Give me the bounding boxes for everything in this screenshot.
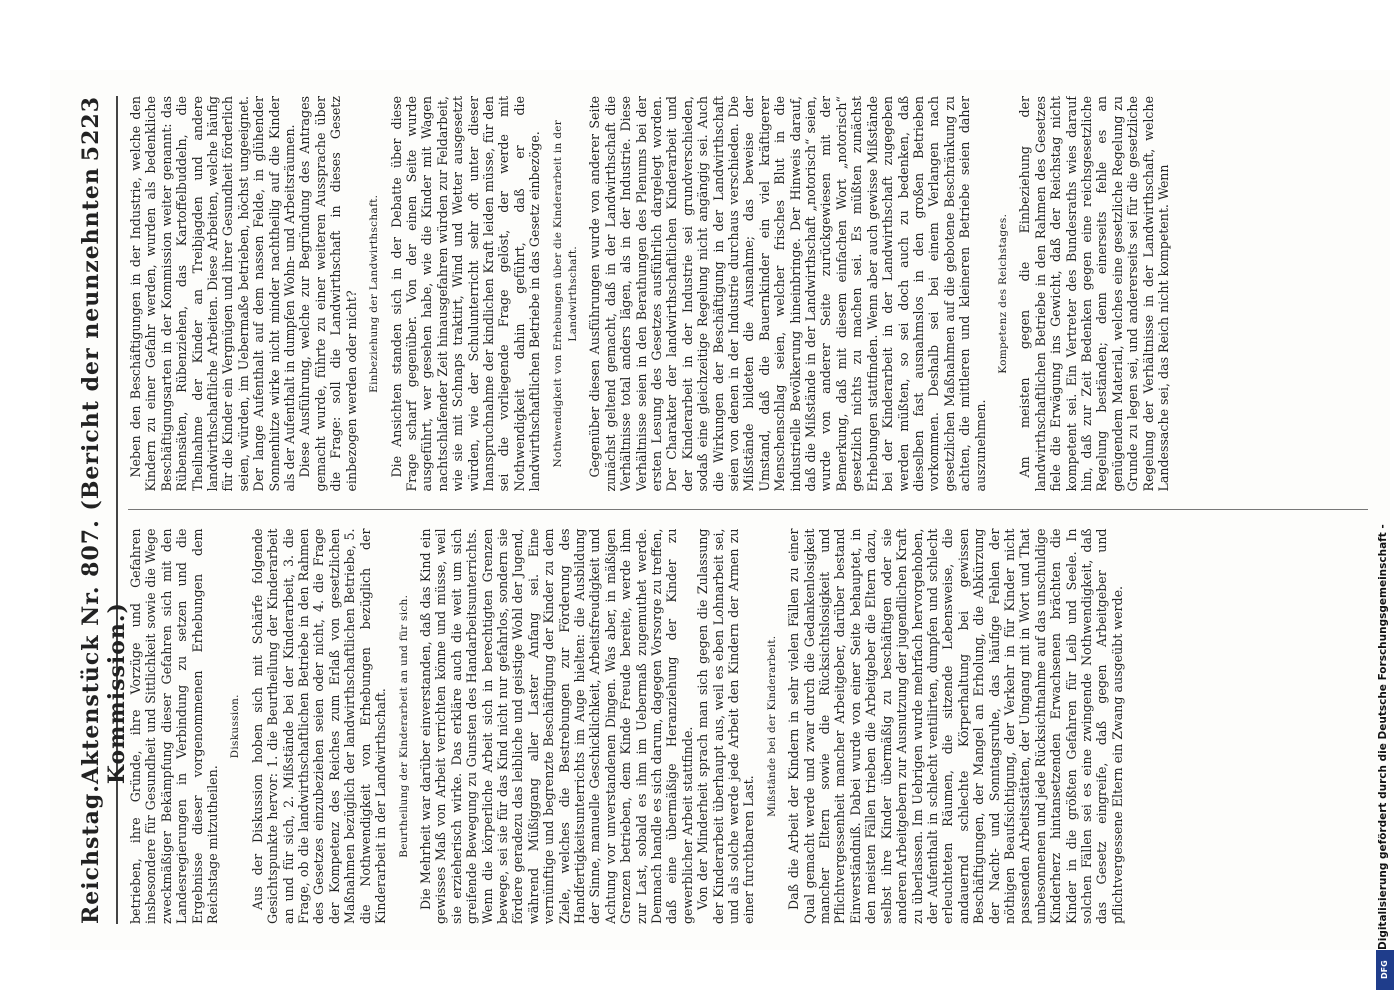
text-columns bbox=[128, 96, 1368, 924]
column-divider bbox=[128, 510, 1368, 511]
page-header bbox=[78, 96, 130, 924]
column-right bbox=[128, 96, 1368, 492]
section-heading: Einbeziehung der Landwirthschaft. bbox=[368, 194, 381, 393]
dfg-logo: DFG bbox=[1376, 950, 1394, 990]
section-heading: Kompetenz des Reichstages. bbox=[996, 213, 1009, 374]
paragraph: Gegenüber diesen Ausführungen wurde von anderer Seite zunächst geltend gemacht, daß in der Landwirthschaft die Verhältnisse total anders lägen, als in der Industrie. Diese Verhältnisse seien in den Berathungen des Plenums bei der ersten Lesung des Gesetzes ausführlich dargelegt worden. Der Charakter der landwirthschaftlichen Kinderarbeit und der Kinderarbeit in der Industrie sei grundverschieden, sodaß eine gleichzeitige Regelung nicht angängig sei. Auch die Wirkungen der Beschäftigung in der Landwirthschaft seien von denen in der Industrie durchaus verschieden. Die Mißstände bildeten die Ausnahme; das beweise der Umstand, daß die Bauernkinder ein viel kräftigerer Menschenschlag seien, welcher frisches Blut in die industrielle Bevölkerung hineinbringe. Der Hinweis darauf, daß die Mißstände in der Landwirthschaft „notorisch“ seien, wurde von anderer Seite zurückgewiesen mit der Bemerkung, daß mit diesem einfachen Wort „notorisch“ gesetzlich nichts zu machen sei. Es müßten zunächst Erhebungen stattfinden. Wenn aber auch gewisse Mißstände bei der Kinderarbeit in der Landwirthschaft zugegeben werden müßten, so sei doch auch zu bedenken, daß dieselben fast ausnahmslos in den großen Betrieben vorkommen. Deshalb sei bei einem Verlangen nach gesetzlichen Maßnahmen auf die gebotene Beschränkung zu achten, die mittleren und kleineren Betriebe seien daher auszunehmen. bbox=[587, 96, 988, 492]
section-heading: Beurtheilung der Kinderarbeit an und für sich. bbox=[397, 594, 410, 858]
document-page bbox=[50, 70, 1390, 950]
paragraph: Von der Minderheit sprach man sich gegen die Zulassung der Kinderarbeit überhaupt aus, weil es eben Lohnarbeit sei, und als solche werde jede Arbeit den Kindern der Armen zu einer furchtbaren Last. bbox=[695, 528, 757, 924]
paragraph: Aus der Diskussion hoben sich mit Schärfe folgende Gesichtspunkte hervor: 1. die Beurtheilung der Kinderarbeit an und für sich, 2. Mißstände bei der Kinderarbeit, 3. die Frage, ob die landwirthschaftlichen Betriebe in den Rahmen des Gesetzes einzubeziehen seien oder nicht, 4. die Frage der Kompetenz des Reiches zum Erlaß von gesetzlichen Maßnahmen bezüglich der landwirthschaftlichen Betriebe, 5. die Nothwendigkeit von Erhebungen bezüglich der Kinderarbeit in der Landwirthschaft. bbox=[249, 528, 389, 924]
paragraph: Daß die Arbeit der Kindern in sehr vielen Fällen zu einer Qual gemacht werde und zwar durch die Gedankenlosigkeit mancher Eltern sowie die Rücksichtslosigkeit und Pflichtvergessenheit mancher Arbeitgeber, darüber bestand Einverständniß. Dabei wurde von einer Seite behauptet, in den meisten Fällen trieben die Arbeitgeber die Eltern dazu, selbst ihre Kinder übermäßig zu beschäftigen oder sie anderen Arbeitgebern zur Ausnutzung der jugendlichen Kraft zu überlassen. Im Uebrigen wurde mehrfach hervorgehoben, der Aufenthalt in schlecht ventilirten, dumpfen und schlecht erleuchteten Räumen, die sitzende Lebensweise, die andauernd schlechte Körperhaltung bei gewissen Beschäftigungen, der Mangel an Erholung, die Abkürzung der Nacht- und Sonntagsruhe, das häufige Fehlen der nöthigen Beaufsichtigung, der Verkehr in für Kinder nicht passenden Arbeitsstätten, der Umgang mit in Wort und That unbesonnenen und jede Rücksichtnahme auf das unschuldige Kinderherz hintansetzenden Erwachsenen brächten die Kinder in die größten Gefahren für Leib und Seele. In solchen Fällen sei es eine zwingende Nothwendigkeit, daß das Gesetz eingreife, daß gegen Arbeitgeber und pflichtvergessene Eltern ein Zwang ausgeübt werde. bbox=[786, 528, 1125, 924]
page-number: 5223 bbox=[78, 96, 104, 162]
paragraph: Die Ansichten standen sich in der Debatte über diese Frage scharf gegenüber. Von der einen Seite wurde ausgeführt, wer gesehen habe, wie die Kinder mit Wagen nachtschlafender Zeit hinausgefahren würden zur Feldarbeit, wie sie mit Schnaps traktirt, Wind und Wetter ausgesetzt würden, wie der Schulunterricht sehr oft unter dieser Inanspruchnahme der kindlichen Kraft leiden müsse, für den sei die vorliegende Frage gelöst, der werde mit Nothwendigkeit dahin geführt, daß er die landwirthschaftlichen Betriebe in das Gesetz einbezöge. bbox=[388, 96, 543, 492]
digitization-credit bbox=[1365, 20, 1391, 1000]
section-heading: Diskussion. bbox=[229, 694, 242, 759]
paragraph: Diese Ausführung, welche zur Begründung des Antrages gemacht wurde, führte zu einer weiteren Aussprache über die Frage: soll die Landwirthschaft in dieses Gesetz einbezogen werden oder nicht? bbox=[297, 96, 359, 492]
column-left bbox=[128, 529, 1368, 925]
section-heading: Nothwendigkeit von Erhebungen über die Kinderarbeit in der Landwirthschaft. bbox=[551, 119, 579, 468]
paragraph: Neben den Beschäftigungen in der Industrie, welche den Kindern zu einer Gefahr werden, wurden als bedenkliche Beschäftigungsarten in der Kommission weiter genannt: das Rübensäten, Rübenziehen, das Kartoffelbuddeln, die Theilnahme der Kinder an Treibjagden und andere landwirthschaftliche Arbeiten. Diese Arbeiten, welche häufig für die Kinder ein Vergnügen und ihrer Gesundheit förderlich seien, würden, im Uebermaße betrieben, höchst ungeeignet. Der lange Aufenthalt auf dem nassen Felde, in glühender Sonnenhitze wirke nicht minder nachtheilig auf die Kinder als der Aufenthalt in dumpfen Wohn- und Arbeitsräumen. bbox=[128, 96, 298, 492]
paragraph: Am meisten gegen die Einbeziehung der landwirthschaftlichen Betriebe in den Rahmen des Gesetzes fiele die Erwägung ins Gewicht, daß der Reichstag nicht kompetent sei. Ein Vertreter des Bundesraths wies darauf hin, daß zur Zeit Bedenken gegen eine reichsgesetzliche Regelung beständen; denn einerseits fehle es an genügendem Material, welches eine gesetzliche Regelung zu Grunde zu legen sei, und andererseits sei für die gesetzliche Regelung der Verhältnisse in der Landwirthschaft, welche Landessache sei, das Reich nicht kompetent. Wenn bbox=[1017, 96, 1171, 492]
header-reichstag: Reichstag. bbox=[78, 784, 104, 924]
section-heading: Mißstände bei der Kinderarbeit. bbox=[765, 635, 778, 817]
credit-text: Digitalisierung gefördert durch die Deutsche Forschungsgemeinschaft - bbox=[1377, 524, 1389, 950]
header-title: Aktenstück Nr. 807. (Bericht der neunzehnten Kommission.) bbox=[78, 167, 130, 785]
paragraph: Die Mehrheit war darüber einverstanden, daß das Kind ein gewisses Maß von Arbeit verrichten könne und müsse, weil sie erzieherisch wirke. Das erkläre auch die weit um sich greifende Bewegung zu Gunsten des Handarbeitsunterrichts. Wenn die körperliche Arbeit sich in berechtigten Grenzen bewege, sei sie für das Kind nicht nur gefahrlos, sondern sie fördere geradezu das leibliche und geistige Wohl der Jugend, während Müßiggang aller Laster Anfang sei. Eine vernünftige und begrenzte Beschäftigung der Kinder zu dem Ziele, welches die Bestrebungen zur Förderung des Handfertigkeitsunterrichts im Auge hielten: die Ausbildung der Sinne, manuelle Geschicklichkeit, Arbeitsfreudigkeit und Achtung vor unverstandenen Dingen. Was aber, in mäßigen Grenzen betrieben, dem Kinde Freude bereite, werde ihm zur Last, sobald es ihm im Uebermaß zugemuthet werde. Demnach handle es sich darum, dagegen Vorsorge zu treffen, daß eine übermäßige Heranziehung der Kinder zu gewerblicher Arbeit stattfinde. bbox=[417, 528, 695, 924]
paragraph: betrieben, ihre Gründe, ihre Vorzüge und Gefahren insbesondere für Gesundheit und Sittlichkeit sowie die Wege zweckmäßiger Bekämpfung dieser Gefahren sich mit den Landesregierungen in Verbindung zu setzen und die Ergebnisse dieser vorgenommenen Erhebungen dem Reichstage mitzutheilen. bbox=[128, 528, 221, 924]
